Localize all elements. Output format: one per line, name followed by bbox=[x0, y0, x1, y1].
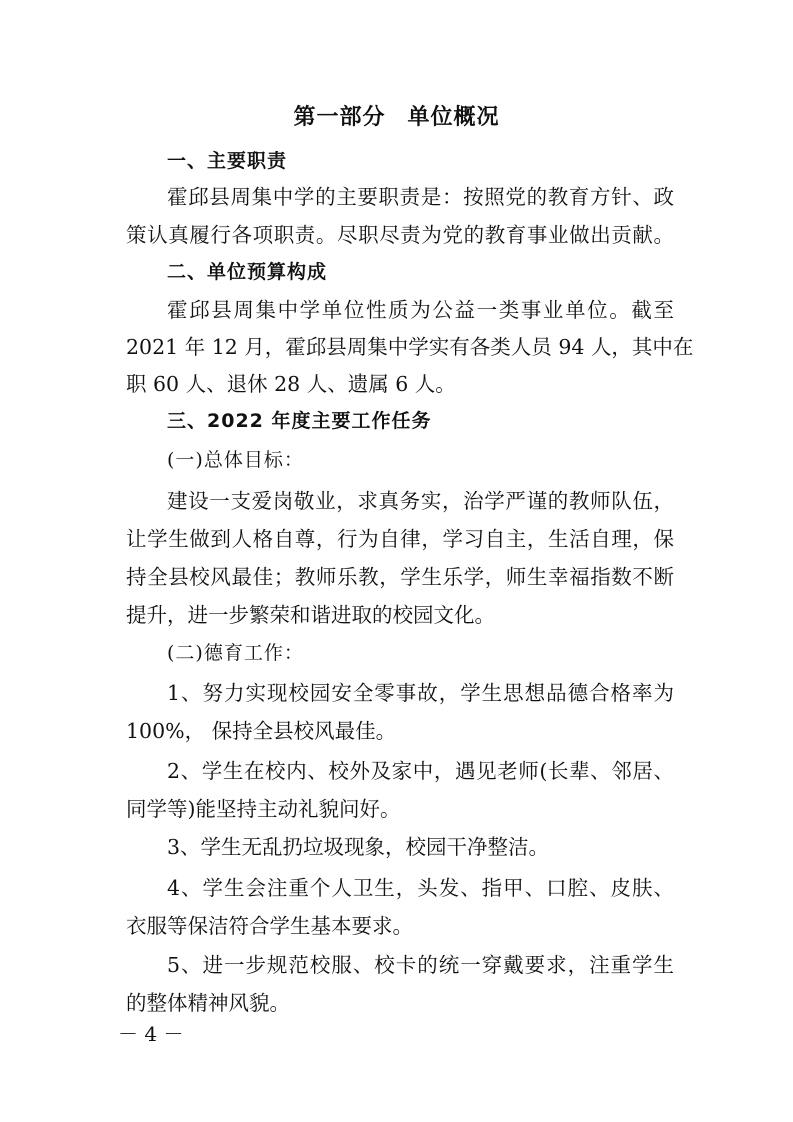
list-item-line: 同学等)能坚持主动礼貌问好。 bbox=[126, 797, 401, 821]
subsection-heading-goals: (一)总体目标： bbox=[167, 449, 304, 471]
list-item-line: 4、学生会注重个人卫生，头发、指甲、口腔、皮肤、 bbox=[167, 876, 674, 900]
title-part: 第一部分 bbox=[293, 105, 386, 130]
list-item-line: 的整体精神风貌。 bbox=[126, 991, 290, 1015]
page-title bbox=[0, 100, 793, 131]
list-item-line: 100%， 保持全县校风最佳。 bbox=[126, 719, 397, 743]
paragraph-line: 建设一支爱岗敬业，求真务实，治学严谨的教师队伍， bbox=[167, 489, 674, 513]
list-item-line: 5、进一步规范校服、校卡的统一穿戴要求，注重学生 bbox=[167, 953, 674, 977]
paragraph-line: 2021 年 12 月，霍邱县周集中学实有各类人员 94 人，其中在 bbox=[126, 335, 694, 359]
paragraph-line: 霍邱县周集中学的主要职责是：按照党的教育方针、政 bbox=[167, 185, 674, 209]
list-item-line: 2、学生在校内、校外及家中，遇见老师(长辈、邻居、 bbox=[167, 759, 674, 783]
paragraph-line: 让学生做到人格自尊，行为自律，学习自主，生活自理，保 bbox=[126, 527, 674, 551]
subsection-heading-moral: (二)德育工作： bbox=[167, 642, 304, 664]
section-heading-duties: 一、主要职责 bbox=[167, 150, 288, 172]
paragraph-line: 提升，进一步繁荣和谐进取的校园文化。 bbox=[126, 603, 495, 627]
list-item-line: 衣服等保洁符合学生基本要求。 bbox=[126, 914, 413, 938]
paragraph-line: 职 60 人、退休 28 人、遗属 6 人。 bbox=[126, 372, 456, 396]
title-text: 单位概况 bbox=[407, 105, 500, 130]
paragraph-line: 持全县校风最佳；教师乐教，学生乐学，师生幸福指数不断 bbox=[126, 565, 674, 589]
section-heading-tasks: 三、2022 年度主要工作任务 bbox=[167, 410, 432, 432]
paragraph-line: 策认真履行各项职责。尽职尽责为党的教育事业做出贡献。 bbox=[126, 223, 674, 247]
paragraph-line: 霍邱县周集中学单位性质为公益一类事业单位。截至 bbox=[167, 298, 674, 322]
list-item-line: 1、努力实现校园安全零事故，学生思想品德合格率为 bbox=[167, 681, 674, 705]
list-item-line: 3、学生无乱扔垃圾现象，校园干净整洁。 bbox=[167, 835, 550, 859]
page-number: － 4 － bbox=[118, 1022, 184, 1046]
section-heading-budget: 二、单位预算构成 bbox=[167, 261, 328, 283]
